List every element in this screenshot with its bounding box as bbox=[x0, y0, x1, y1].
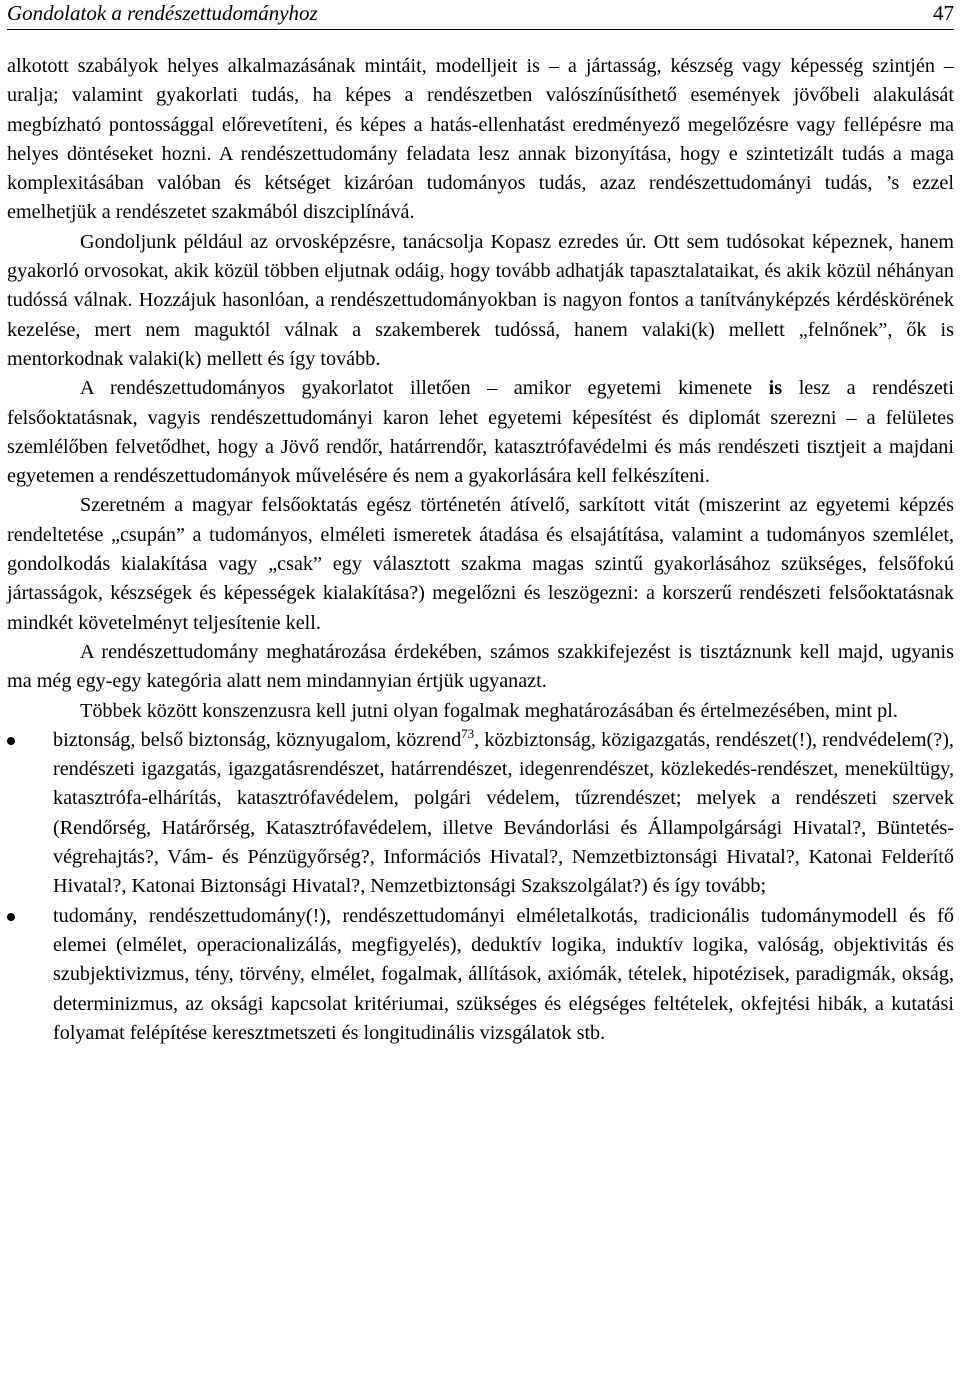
paragraph-5: A rendészettudomány meghatározása érdekében, számos szakkifejezést is tisztáznunk kell majd, ugyanis ma még egy-egy kategória alatt nem mindannyian értjük ugyanazt. bbox=[7, 640, 954, 693]
paragraph-3-text-end: lesz a rendészeti felsőoktatásnak, vagyis rendészettudományi karon lehet egyetemi képesítést és diplomát szerezni – a felületes szemlélőben felvetődhet, hogy a Jövő rendőr, határrendőr, katasztrófavédelmi és más rendészeti tisztjeit a majdani egyetemen a rendészettudományok művelésére és nem a gyakorlására kell felkészíteni. bbox=[7, 377, 954, 488]
concept-list bbox=[7, 726, 954, 1048]
paragraph-2: Gondoljunk például az orvosképzésre, tanácsolja Kopasz ezredes úr. Ott sem tudósokat képeznek, hanem gyakorló orvosokat, akik közül többen eljutnak odáig, hogy tovább adhatják tapasztalataikat, és akik közül néhányan tudóssá válnak. Hozzájuk hasonlóan, a rendészettudományokban is nagyon fontos a tanítványképzés kérdéskörének kezelése, mert nem maguktól válnak a szakemberek tudóssá, hanem valaki(k) mellett „felnőnek”, ők is mentorkodnak valaki(k) mellett és így tovább. bbox=[7, 230, 954, 370]
footnote-marker[interactable]: 73 bbox=[461, 725, 475, 741]
document-page bbox=[7, 0, 954, 1044]
body-text bbox=[7, 52, 954, 1048]
list-item bbox=[7, 726, 954, 902]
bullet-dot-icon bbox=[7, 737, 15, 745]
paragraph-4: Szeretném a magyar felsőoktatás egész történetén átívelő, sarkított vitát (miszerint az egyetemi képzés rendeltetése „csupán” a tudományos, elméleti ismeretek átadása és elsajátítása, valamint a tudományos szemlélet, gondolkodás kialakítása vagy „csak” egy választott szakma magas szintű gyakorlásához szükséges, felsőfokú jártasságok, készségek és képességek kialakítása?) megelőzni és leszögezni: a korszerű rendészeti felsőoktatásnak mindkét követelményt teljesítenie kell. bbox=[7, 494, 954, 634]
bullet-dot-icon bbox=[7, 913, 15, 921]
list-item bbox=[7, 902, 954, 1048]
header-rule bbox=[7, 29, 954, 30]
running-header bbox=[7, 0, 954, 31]
paragraph-6: Többek között konszenzusra kell jutni olyan fogalmak meghatározásában és értelmezésében, mint pl. bbox=[80, 699, 898, 722]
running-header-title: Gondolatok a rendészettudományhoz bbox=[7, 1, 318, 25]
paragraph-3-bold-word: is bbox=[768, 377, 783, 400]
paragraph-1: alkotott szabályok helyes alkalmazásának mintáit, modelljeit is – a jártasság, készség vagy képesség szintjén – uralja; valamint gyakorlati tudás, ha képes a rendészetben valószínűsíthető események jövőbeli alakulását megbízható pontossággal előrevetíteni, és képes a hatás-ellenhatást eredményező megelőzésre vagy fellépésre ma helyes döntéseket hozni. A rendészettudomány feladata lesz annak bizonyítása, hogy e szintetizált tudás a maga komplexitásában valóban és kétséget kizáróan tudományos tudás, azaz rendészettudományi tudás, ’s ezzel emelhetjük a rendészetet szakmából diszciplínává. bbox=[7, 55, 954, 224]
list-item-text: tudomány, rendészettudomány(!), rendészettudományi elméletalkotás, tradicionális tudománymodell és fő elemei (elmélet, operacionalizálás, megfigyelés), deduktív logika, induktív logika, valóság, objektivitás és szubjektivizmus, tény, törvény, elmélet, fogalmak, állítások, axiómák, tételek, hipotézisek, paradigmák, okság, determinizmus, az oksági kapcsolat kritériumai, szükséges és elégséges feltételek, okfejtési hibák, a kutatási folyamat felépítése keresztmetszeti és longitudinális vizsgálatok stb. bbox=[53, 904, 954, 1044]
list-item-text-end: , közbiztonság, közigazgatás, rendészet(!), rendvédelem(?), rendészeti igazgatás, igazgatásrendészet, határrendészet, idegenrendészet, közlekedés-rendészet, menekültügy, katasztrófa-elhárítás, katasztrófavédelem, polgári védelem, tűzrendészet; melyek a rendészeti szervek (Rendőrség, Határőrség, Katasztrófavédelem, illetve Bevándorlási és Állampolgársági Hivatal?, Büntetés-végrehajtás?, Vám- és Pénzügyőrség?, Információs Hivatal?, Nemzetbiztonsági Hivatal?, Katonai Felderítő Hivatal?, Katonai Biztonsági Hivatal?, Nemzetbiztonsági Szakszolgálat?) és így tovább; bbox=[53, 728, 954, 898]
paragraph-3-text-start: A rendészettudományos gyakorlatot illetően – amikor egyetemi kimenete bbox=[80, 377, 769, 400]
list-item-text-start: biztonság, belső biztonság, köznyugalom, közrend bbox=[53, 728, 462, 751]
paragraph-3 bbox=[7, 374, 954, 491]
page-number: 47 bbox=[933, 1, 954, 25]
